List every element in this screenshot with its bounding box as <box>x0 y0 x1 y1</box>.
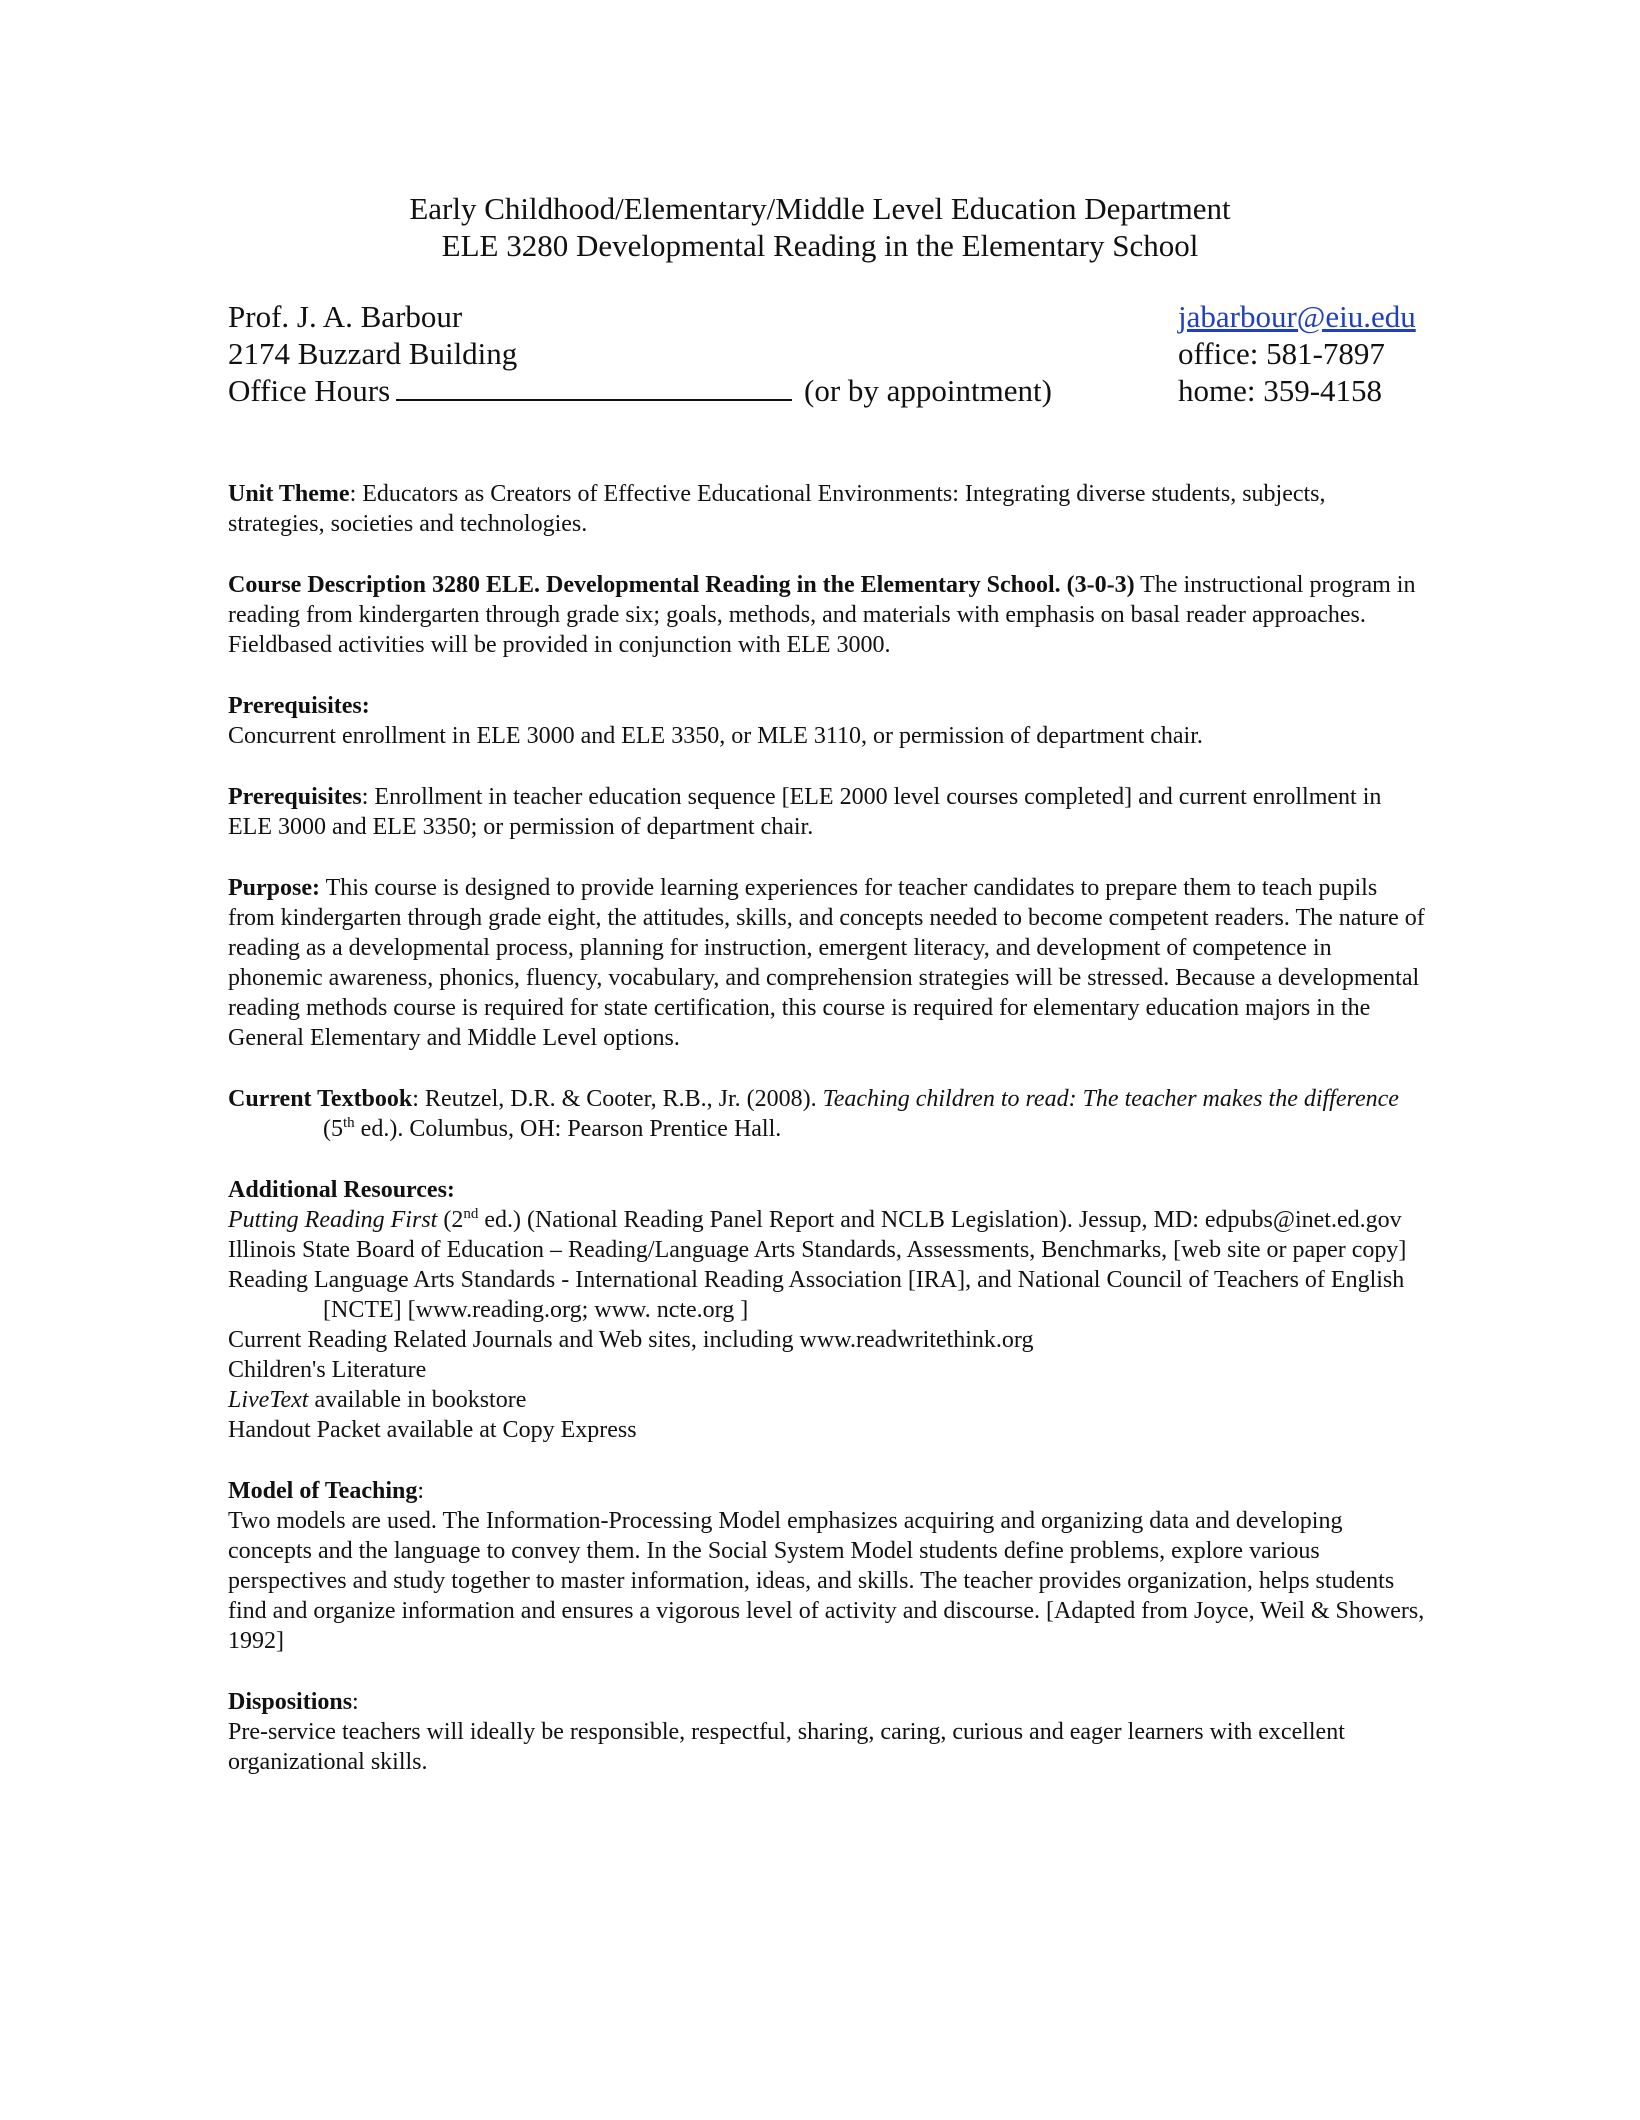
textbook-authors: : Reutzel, D.R. & Cooter, R.B., Jr. (2008). <box>412 1086 823 1112</box>
document-body <box>228 479 1428 1808</box>
prerequisites-1-text: Concurrent enrollment in ELE 3000 and ELE 3350, or MLE 3110, or permission of department chair. <box>228 723 1203 749</box>
textbook-label: Current Textbook <box>228 1086 413 1112</box>
model-of-teaching-section <box>228 1476 1428 1656</box>
purpose-text: This course is designed to provide learning experiences for teacher candidates to prepare them to teach pupils from kindergarten through grade eight, the attitudes, skills, and concepts needed to become competent readers. The nature of reading as a developmental process, planning for instruction, emergent literacy, and development of competence in phonemic awareness, phonics, fluency, vocabulary, and comprehension strategies will be stressed. Because a developmental reading methods course is required for state certification, this course is required for elementary education majors in the General Elementary and Middle Level options. <box>228 875 1425 1051</box>
unit-theme-label: Unit Theme <box>228 481 350 507</box>
resource-item-5: Children's Literature <box>228 1357 427 1383</box>
additional-resources-label: Additional Resources: <box>228 1177 455 1203</box>
email-link[interactable]: jabarbour@eiu.edu <box>1178 299 1416 334</box>
dispositions-section <box>228 1687 1428 1777</box>
textbook-edition-pre: (5 <box>323 1116 343 1142</box>
resource-6-title: LiveText <box>228 1387 309 1413</box>
course-description-label: Course Description 3280 ELE. Developmental Reading in the Elementary School. (3-0-3) <box>228 572 1135 598</box>
dispositions-text: Pre-service teachers will ideally be responsible, respectful, sharing, caring, curious and eager learners with excellent organizational skills. <box>228 1719 1345 1775</box>
dispositions-colon: : <box>352 1689 359 1715</box>
prerequisites-1-label: Prerequisites: <box>228 693 370 719</box>
resource-item-3: Reading Language Arts Standards - International Reading Association [IRA], and National Council of Teachers of English [NCTE] [www.reading.org; www. ncte.org ] <box>228 1267 1405 1323</box>
prerequisites-section-1 <box>228 691 1428 751</box>
office-hours-label: Office Hours <box>228 373 391 408</box>
resource-1-post: ed.) (National Reading Panel Report and NCLB Legislation). Jessup, MD: edpubs@inet.ed.gov <box>478 1207 1402 1233</box>
additional-resources-section <box>228 1175 1428 1445</box>
contact-block <box>228 298 1418 409</box>
dispositions-label: Dispositions <box>228 1689 353 1715</box>
office-phone: office: 581-7897 <box>1178 336 1385 371</box>
resource-1-sup: nd <box>463 1206 479 1222</box>
model-of-teaching-label: Model of Teaching <box>228 1478 418 1504</box>
unit-theme-section <box>228 479 1428 539</box>
textbook-section <box>228 1084 1428 1144</box>
resource-1-pre: (2 <box>437 1207 464 1233</box>
home-phone: home: 359-4158 <box>1178 373 1383 408</box>
purpose-section <box>228 873 1428 1053</box>
resource-item-6 <box>228 1385 1428 1415</box>
unit-theme-text: : Educators as Creators of Effective Educational Environments: Integrating diverse students, subjects, strategies, societies and technologies. <box>228 481 1326 537</box>
resource-1-title: Putting Reading First <box>228 1207 438 1233</box>
prerequisites-2-label: Prerequisites <box>228 784 362 810</box>
resource-item-4: Current Reading Related Journals and Web sites, including www.readwritethink.org <box>228 1327 1034 1353</box>
model-of-teaching-colon: : <box>417 1478 425 1504</box>
instructor-name: Prof. J. A. Barbour <box>228 299 463 334</box>
course-title: ELE 3280 Developmental Reading in the Elementary School <box>441 228 1199 263</box>
office-hours-blank <box>396 373 792 401</box>
resource-item-1 <box>228 1205 1428 1235</box>
course-description-text: The instructional program in reading from kindergarten through grade six; goals, methods, and materials with emphasis on basal reader approaches. Fieldbased activities will be provided in conjunction with ELE 3000. <box>228 572 1416 658</box>
model-of-teaching-text: Two models are used. The Information-Processing Model emphasizes acquiring and organizing data and developing concepts and the language to convey them. In the Social System Model students define problems, explore various perspectives and study together to master information, ideas, and skills. The teacher provides organization, helps students find and organize information and ensures a vigorous level of activity and discourse. [Adapted from Joyce, Weil & Showers, 1992] <box>228 1508 1425 1654</box>
prerequisites-2-text: : Enrollment in teacher education sequence [ELE 2000 level courses completed] and current enrollment in ELE 3000 and ELE 3350; or permission of department chair. <box>228 784 1382 840</box>
course-description-section <box>228 570 1428 660</box>
department-title: Early Childhood/Elementary/Middle Level Education Department <box>409 191 1231 226</box>
contact-row-1 <box>228 298 1418 335</box>
contact-row-2 <box>228 335 1418 372</box>
document-header <box>0 190 1640 264</box>
office-hours-note: (or by appointment) <box>804 373 1052 408</box>
textbook-title: Teaching children to read: The teacher makes the difference <box>822 1086 1399 1112</box>
resource-6-rest: available in bookstore <box>308 1387 527 1413</box>
resource-item-2: Illinois State Board of Education – Reading/Language Arts Standards, Assessments, Benchmarks, [web site or paper copy] <box>228 1237 1407 1263</box>
resource-item-7: Handout Packet available at Copy Express <box>228 1417 637 1443</box>
contact-row-3 <box>228 372 1418 409</box>
office-building: 2174 Buzzard Building <box>228 336 518 371</box>
prerequisites-section-2 <box>228 782 1428 842</box>
purpose-label: Purpose: <box>228 875 320 901</box>
textbook-edition-post: ed.). Columbus, OH: Pearson Prentice Hall. <box>354 1116 782 1142</box>
textbook-edition-sup: th <box>343 1115 355 1131</box>
